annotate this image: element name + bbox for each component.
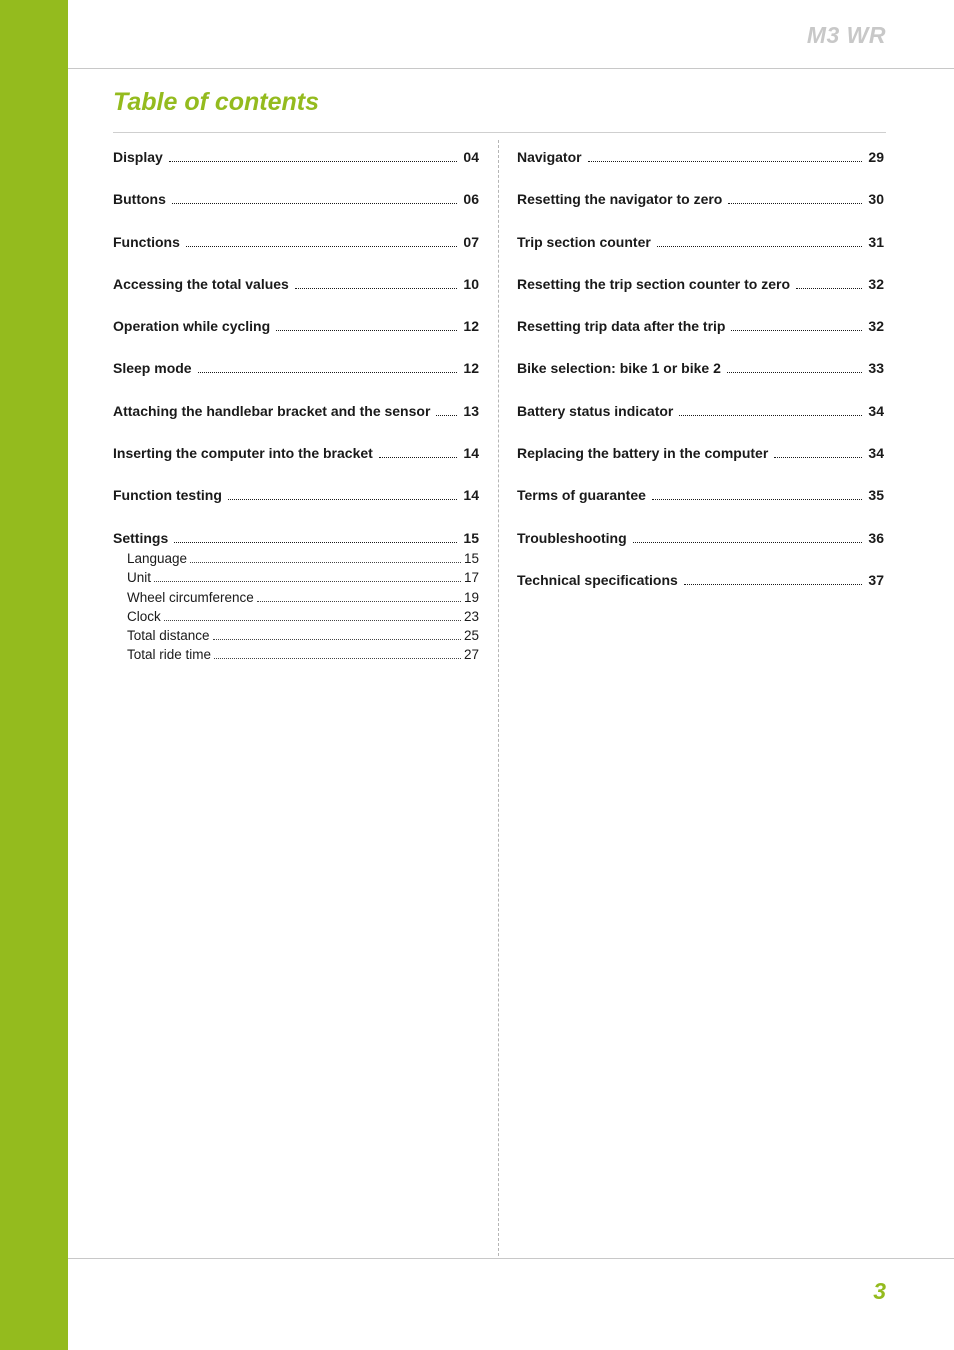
toc-entry[interactable] <box>517 530 884 547</box>
leader-dots <box>169 149 458 162</box>
toc-entry[interactable] <box>113 276 479 293</box>
toc-entry-page: 12 <box>463 360 479 377</box>
toc-subentry-label: Total distance <box>127 628 210 644</box>
leader-dots <box>652 487 863 500</box>
toc-entry-label: Display <box>113 149 163 165</box>
leader-dots <box>172 191 458 204</box>
title-rule <box>113 132 886 133</box>
header-rule <box>68 68 954 69</box>
toc-subentry[interactable] <box>113 645 479 664</box>
leader-dots <box>436 403 457 416</box>
toc-entry[interactable] <box>517 318 884 335</box>
toc-subentry-page: 25 <box>463 628 479 644</box>
toc-entry-label: Navigator <box>517 149 582 165</box>
toc-entry-label: Technical specifications <box>517 571 678 588</box>
toc-entry-page: 30 <box>868 191 884 208</box>
toc-entry-page: 14 <box>463 445 479 462</box>
leader-dots <box>684 572 863 585</box>
product-name: M3 WR <box>806 22 886 48</box>
toc-entry-label: Function testing <box>113 487 222 504</box>
toc-subentry-label: Wheel circumference <box>127 589 254 605</box>
toc-subentry[interactable] <box>113 568 479 587</box>
toc-entry-label: Troubleshooting <box>517 529 627 546</box>
toc-entry[interactable] <box>517 191 884 208</box>
toc-entry-label: Accessing the total values <box>113 275 289 292</box>
toc-subentry-page: 15 <box>463 550 479 566</box>
column-divider <box>498 140 499 1256</box>
leader-dots <box>164 607 461 621</box>
toc-entry[interactable] <box>517 234 884 251</box>
toc-entry-page: 04 <box>463 149 479 165</box>
toc-entry[interactable] <box>113 318 479 335</box>
page-title: Table of contents <box>113 88 320 116</box>
toc-entry-page: 13 <box>463 402 479 419</box>
toc-entry-page: 34 <box>868 402 884 419</box>
toc-entry[interactable] <box>517 572 884 589</box>
toc-entry-label: Resetting the navigator to zero <box>517 191 723 208</box>
leader-dots <box>379 445 458 458</box>
leader-dots <box>295 276 458 289</box>
toc-entry-label: Resetting trip data after the trip <box>517 318 726 335</box>
toc-entry[interactable] <box>517 403 884 420</box>
toc-entry-page: 29 <box>868 149 884 165</box>
settings-sublist <box>113 549 479 665</box>
toc-entry-label: Terms of guarantee <box>517 487 646 504</box>
toc-entry-label: Bike selection: bike 1 or bike 2 <box>517 360 721 377</box>
leader-dots <box>154 568 461 582</box>
leader-dots <box>588 149 863 162</box>
toc-entry-label: Replacing the battery in the computer <box>517 445 769 462</box>
toc-entry-label: Battery status indicator <box>517 402 674 419</box>
toc-entry-page: 12 <box>463 318 479 335</box>
toc-entry-page: 32 <box>868 275 884 292</box>
toc-subentry-page: 17 <box>463 570 479 586</box>
toc-entry[interactable] <box>517 445 884 462</box>
toc-entry-page: 10 <box>463 275 479 292</box>
toc-subentry-page: 23 <box>463 608 479 624</box>
toc-entry[interactable] <box>517 487 884 504</box>
toc-entry-settings[interactable] <box>113 530 479 547</box>
leader-dots <box>198 360 458 373</box>
leader-dots <box>257 588 461 602</box>
page-number: 3 <box>873 1278 886 1304</box>
leader-dots <box>186 234 458 247</box>
toc-subentry[interactable] <box>113 588 479 607</box>
leader-dots <box>228 487 458 500</box>
toc-subentry-label: Clock <box>127 608 161 624</box>
toc-subentry-label: Unit <box>127 570 152 586</box>
toc-entry[interactable] <box>517 360 884 377</box>
toc-entry-label: Settings <box>113 529 169 546</box>
toc-entry[interactable] <box>113 487 479 504</box>
green-sidebar <box>0 0 68 1350</box>
toc-entry[interactable] <box>113 445 479 462</box>
toc-entry[interactable] <box>517 276 884 293</box>
toc-entry-label: Resetting the trip section counter to zero <box>517 275 791 292</box>
toc-entry-page: 31 <box>868 233 884 250</box>
toc-entry[interactable] <box>113 360 479 377</box>
toc-left-column <box>113 149 479 665</box>
toc-entry-label: Buttons <box>113 191 166 208</box>
toc-subentry[interactable] <box>113 626 479 645</box>
toc-entry[interactable] <box>113 149 479 166</box>
toc-subentry-label: Total ride time <box>127 647 212 663</box>
toc-entry-page: 15 <box>463 529 479 546</box>
toc-subentry[interactable] <box>113 607 479 626</box>
toc-entry[interactable] <box>113 234 479 251</box>
leader-dots <box>679 403 862 416</box>
leader-dots <box>174 530 457 543</box>
leader-dots <box>214 645 461 659</box>
toc-entry-page: 34 <box>868 445 884 462</box>
footer-rule <box>68 1258 954 1259</box>
toc-entry-label: Attaching the handlebar bracket and the sensor <box>113 402 431 419</box>
toc-subentry-page: 19 <box>463 589 479 605</box>
leader-dots <box>213 626 461 640</box>
toc-entry[interactable] <box>113 403 479 420</box>
leader-dots <box>774 445 862 458</box>
toc-entry-label: Inserting the computer into the bracket <box>113 445 373 462</box>
toc-subentry[interactable] <box>113 549 479 568</box>
leader-dots <box>190 549 461 563</box>
toc-subentry-label: Language <box>127 550 188 566</box>
leader-dots <box>633 530 863 543</box>
toc-entry[interactable] <box>517 149 884 166</box>
toc-subentry-page: 27 <box>463 647 479 663</box>
leader-dots <box>276 318 457 331</box>
toc-entry-page: 32 <box>868 318 884 335</box>
leader-dots <box>728 191 862 204</box>
toc-entry-page: 14 <box>463 487 479 504</box>
toc-entry-page: 35 <box>868 487 884 504</box>
leader-dots <box>796 276 862 289</box>
toc-entry-page: 36 <box>868 529 884 546</box>
toc-entry-label: Trip section counter <box>517 233 651 250</box>
toc-entry-page: 06 <box>463 191 479 208</box>
toc-entry-page: 07 <box>463 233 479 250</box>
toc-right-column <box>517 149 884 614</box>
leader-dots <box>657 234 863 247</box>
leader-dots <box>727 360 863 373</box>
toc-entry-label: Sleep mode <box>113 360 192 377</box>
toc-entry-page: 37 <box>868 571 884 588</box>
toc-entry-label: Operation while cycling <box>113 318 271 335</box>
toc-entry-page: 33 <box>868 360 884 377</box>
toc-entry[interactable] <box>113 191 479 208</box>
leader-dots <box>731 318 862 331</box>
toc-entry-label: Functions <box>113 233 180 250</box>
